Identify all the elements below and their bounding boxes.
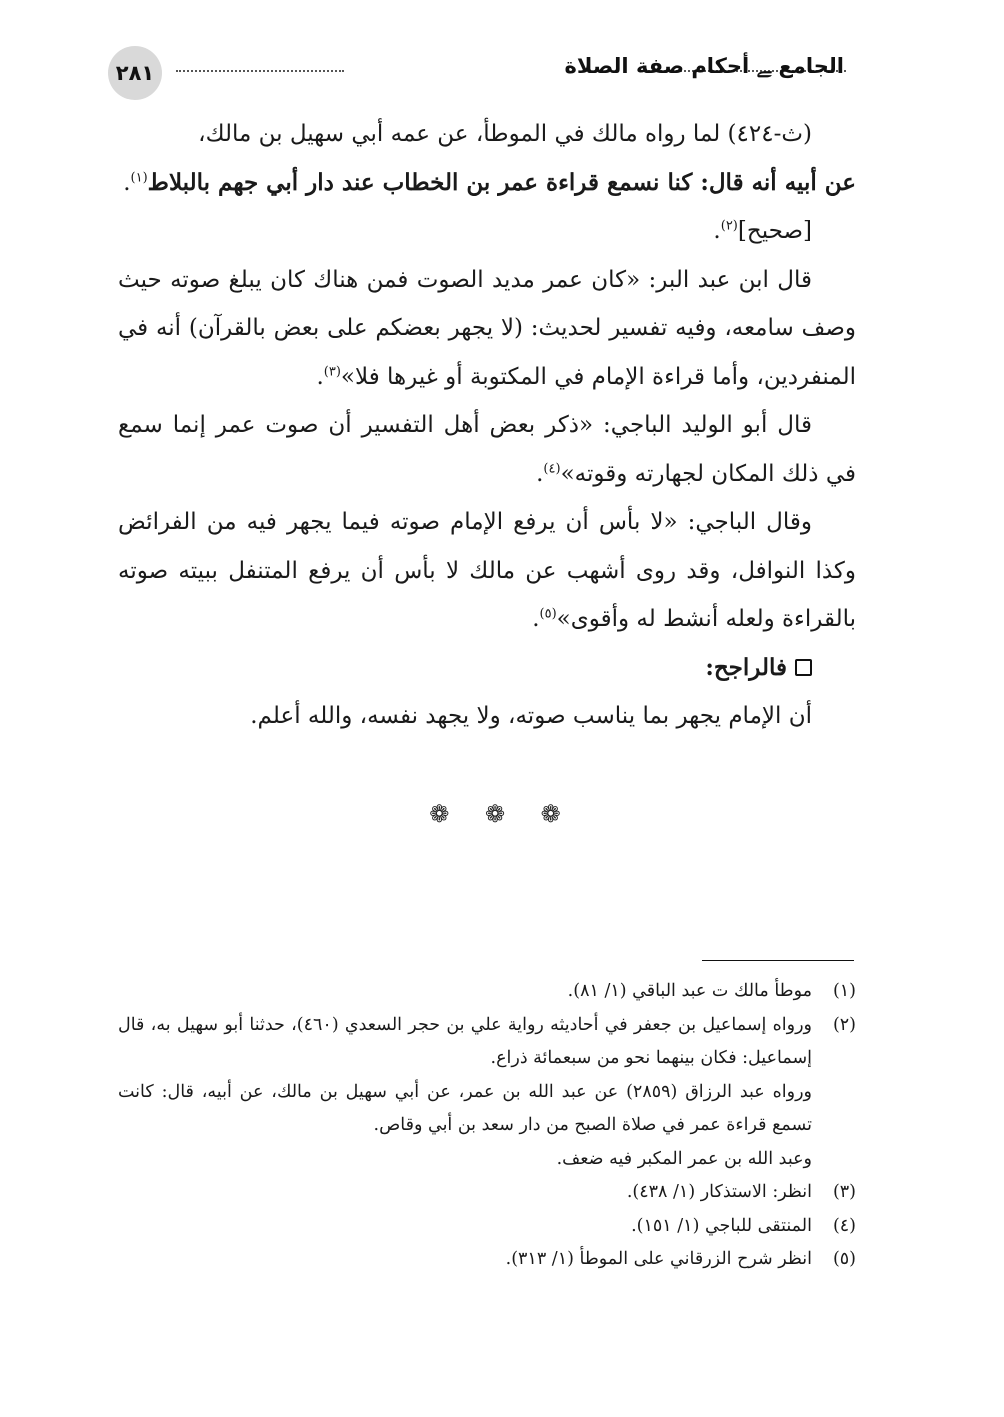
paragraph-al-baji-2 xyxy=(118,498,856,644)
footnote-number: (٥) xyxy=(832,1249,856,1269)
footnote-ref[interactable]: (٤) xyxy=(543,460,561,476)
punctuation: . xyxy=(316,363,324,390)
footnote-item xyxy=(118,1176,856,1210)
footnote-item xyxy=(118,1210,856,1244)
footnote-text: ورواه إسماعيل بن جعفر في أحاديثه رواية علي بن حجر السعدي (٤٦٠)، حدثنا أبو سهيل به، قال إسماعيل: فكان بينهما نحو من سبعمائة ذراع. xyxy=(118,1014,812,1068)
paragraph-al-baji-1 xyxy=(118,401,856,498)
punctuation: . xyxy=(123,169,131,196)
footnote-ref[interactable]: (٢) xyxy=(720,218,738,234)
paragraph-text: قال ابن عبد البر: «كان عمر مديد الصوت فمن هناك كان يبلغ صوته حيث وصف سامعه، وفيه تفسير لحديث: (لا يجهر بعضكم على بعض بالقرآن) أنه في المنفردين، وأما قراءة الإمام في المكتوبة أو غيرها فلا» xyxy=(118,266,856,390)
footnote-text: المنتقى للباجي (١/ ١٥١). xyxy=(631,1215,812,1236)
footnote-ref[interactable]: (٥) xyxy=(539,606,557,622)
athar-text: عن أبيه أنه قال: كنا نسمع قراءة عمر بن الخطاب عند دار أبي جهم بالبلاط xyxy=(147,168,856,196)
section-ornament: ❁ ❁ ❁ xyxy=(429,800,575,828)
footnotes xyxy=(118,975,856,1277)
punctuation: . xyxy=(536,460,544,487)
hadith-grade xyxy=(118,207,856,256)
running-header-title: الجامع ﮯ أحكام صفة الصلاة xyxy=(564,54,844,78)
verdict-heading xyxy=(118,644,856,693)
punctuation: . xyxy=(532,606,540,632)
footnote-number: (١) xyxy=(832,981,856,1001)
footnote-text: انظر شرح الزرقاني على الموطأ (١/ ٣١٣). xyxy=(505,1249,812,1269)
footnote-text: موطأ مالك ت عبد الباقي (١/ ٨١). xyxy=(567,981,812,1001)
header-dotted-leader xyxy=(176,70,344,72)
paragraph-text: قال أبو الوليد الباجي: «ذكر بعض أهل التفسير أن صوت عمر إنما سمع في ذلك المكان لجهارته وقوته» xyxy=(118,412,856,487)
footnote-item xyxy=(118,975,856,1009)
footnote-number: (٢) xyxy=(832,1014,856,1035)
athar-intro xyxy=(118,110,856,207)
footnote-ref[interactable]: (٣) xyxy=(323,363,341,379)
footnote-text: انظر: الاستذكار (١/ ٤٣٨). xyxy=(626,1182,812,1202)
footnote-number: (٣) xyxy=(832,1182,856,1202)
verdict-text: أن الإمام يجهر بما يناسب صوته، ولا يجهد نفسه، والله أعلم. xyxy=(250,703,812,729)
checkbox-square-icon xyxy=(795,659,812,676)
footnote-item xyxy=(118,1243,856,1277)
footnote-item xyxy=(118,1009,856,1177)
grade-label: [صحيح] xyxy=(737,218,812,244)
paragraph-text: وقال الباجي: «لا بأس أن يرفع الإمام صوته فيما يجهر فيه من الفرائض وكذا النوافل، وقد روى أشهب عن مالك لا بأس أن يرفع المتنفل ببيته صوته بالقراءة ولعله أنشط له وأقوى» xyxy=(118,509,856,632)
main-text xyxy=(118,110,856,741)
footnote-text: وعبد الله بن عمر المكبر فيه ضعف. xyxy=(556,1148,812,1169)
footnote-number: (٤) xyxy=(832,1215,856,1236)
footnote-separator xyxy=(702,960,854,961)
punctuation: . xyxy=(713,218,721,244)
footnote-text: ورواه عبد الرزاق (٢٨٥٩) عن عبد الله بن عمر، عن أبي سهيل بن مالك، عن أبيه، قال: كانت تسمع قراءة عمر في صلاة الصبح من دار سعد بن أبي وقاص. xyxy=(118,1081,813,1135)
verdict-label: فالراجح: xyxy=(705,653,787,681)
athar-intro-line1: (ث-٤٢٤) لما رواه مالك في الموطأ، عن عمه أبي سهيل بن مالك، xyxy=(198,121,812,147)
paragraph-ibn-abd-al-barr xyxy=(118,256,856,402)
page-number: ٢٨١ xyxy=(108,46,162,100)
footnote-ref[interactable]: (١) xyxy=(130,169,148,185)
